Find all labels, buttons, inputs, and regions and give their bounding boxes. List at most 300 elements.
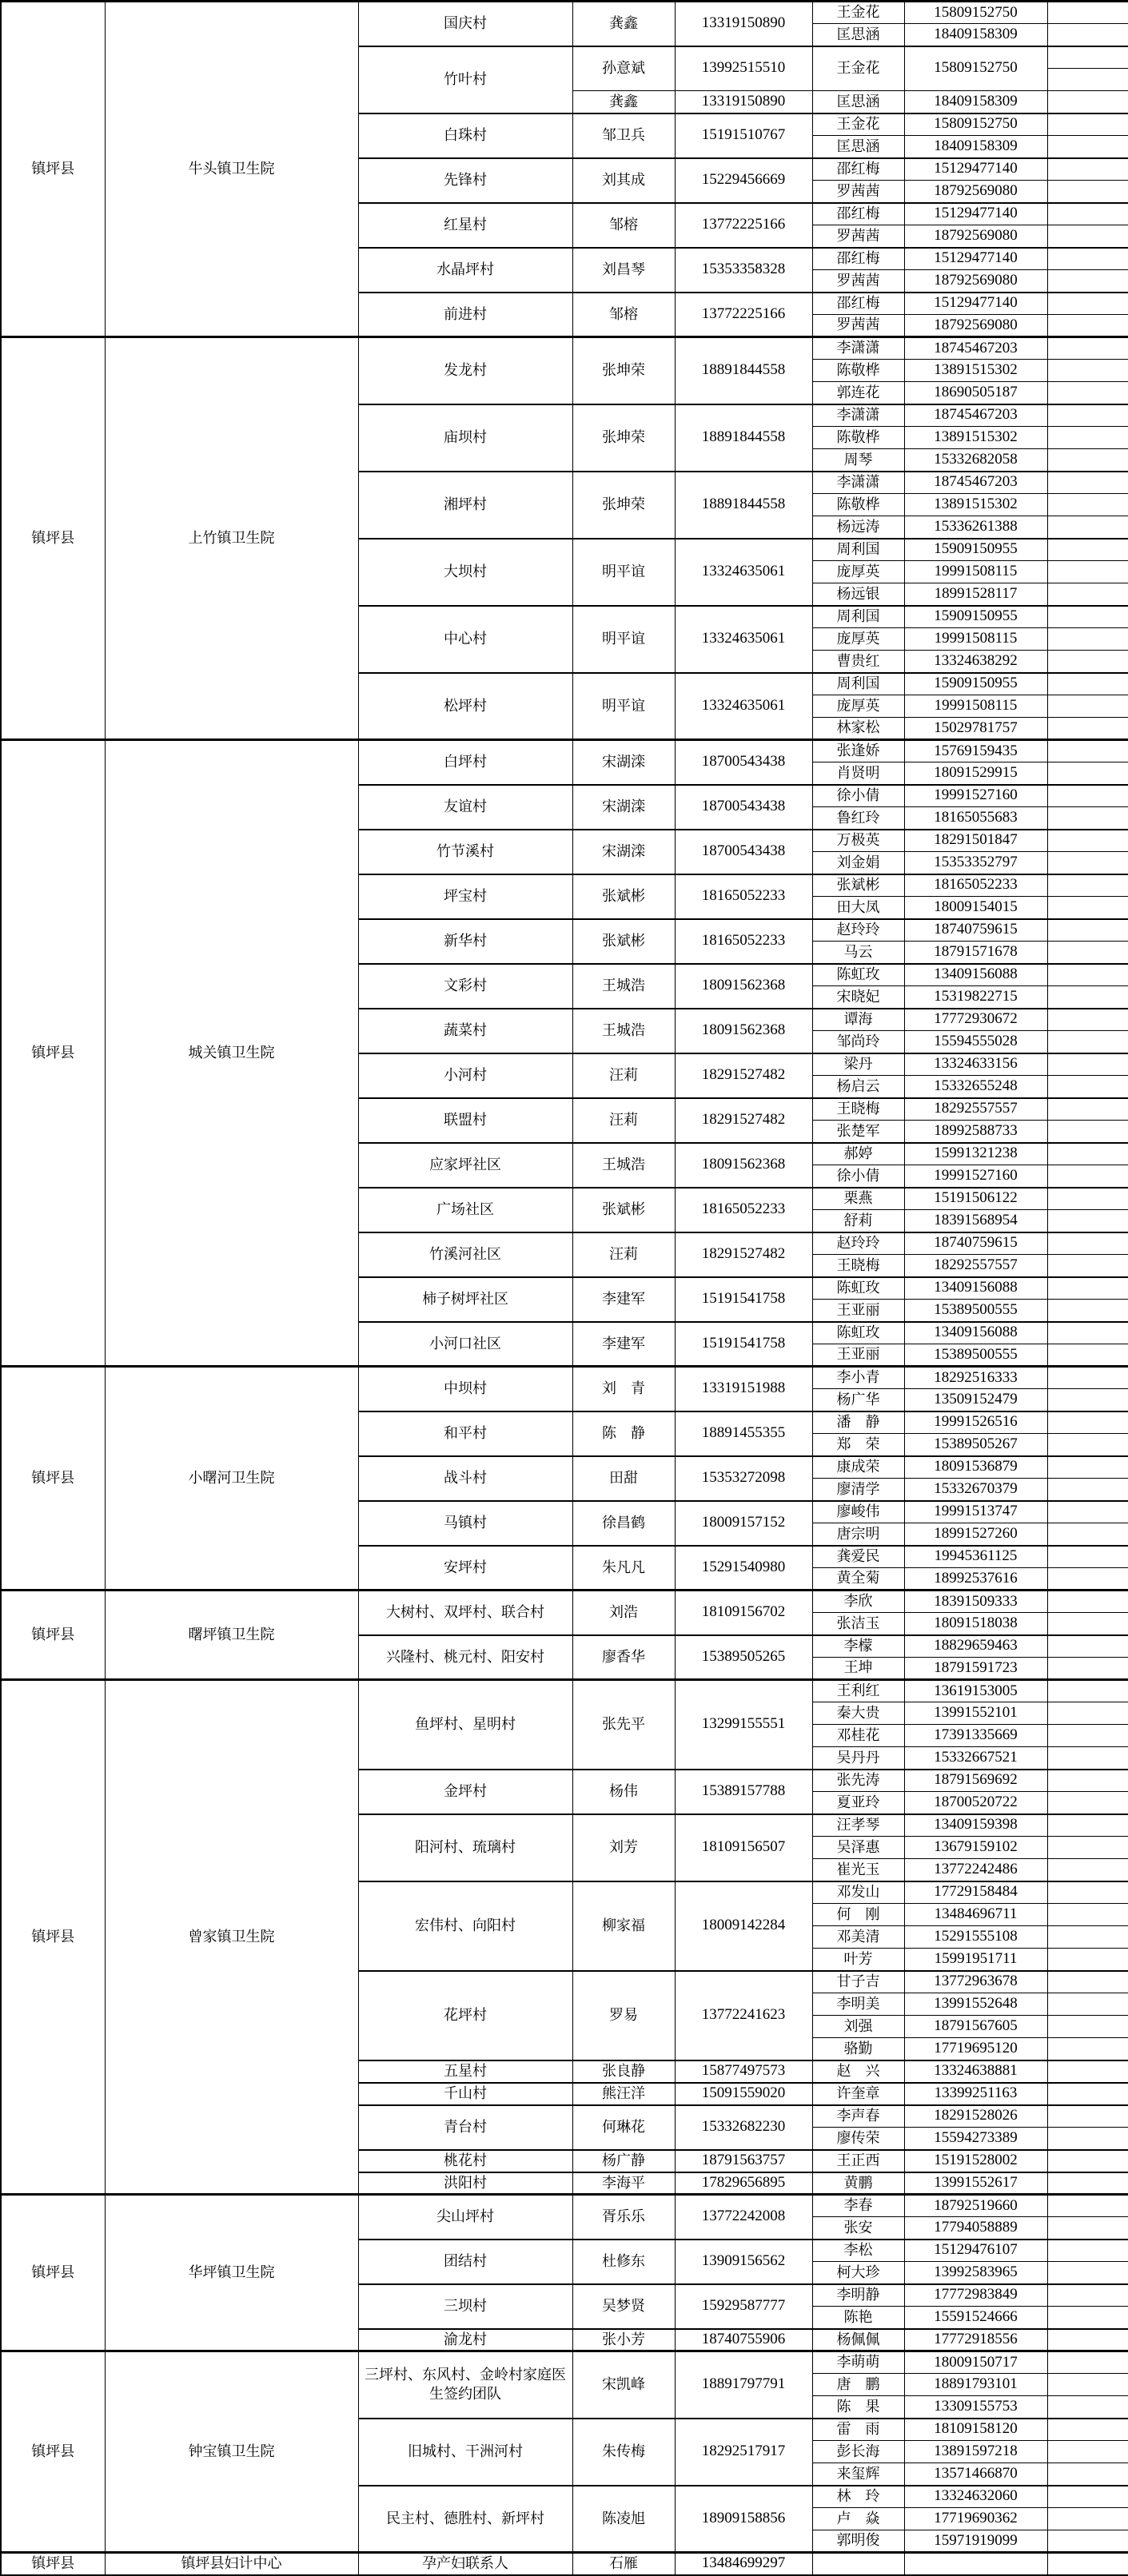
contact-phone-cell: 18992588733 — [904, 1121, 1047, 1143]
doctor-phone-cell: 18109156702 — [675, 1591, 812, 1635]
contact-name-cell — [812, 2553, 904, 2575]
doctor-phone-cell: 18891455355 — [675, 1411, 812, 1456]
contact-name-cell: 崔光玉 — [812, 1859, 904, 1881]
contact-name-cell: 李明美 — [812, 1993, 904, 2016]
contact-name-cell: 林 玲 — [812, 2486, 904, 2508]
blank-cell — [1047, 1232, 1128, 1255]
contact-name-cell: 王金花 — [812, 46, 904, 91]
doctor-phone-cell: 18700543438 — [675, 785, 812, 830]
village-cell: 宏伟村、向阳村 — [358, 1881, 572, 1971]
blank-cell — [1047, 2083, 1128, 2105]
doctor-name-cell: 明平谊 — [572, 539, 675, 606]
blank-cell — [1047, 2396, 1128, 2419]
village-cell: 坪宝村 — [358, 874, 572, 919]
contact-phone-cell: 18829659463 — [904, 1635, 1047, 1658]
doctor-phone-cell: 18891844558 — [675, 337, 812, 404]
contact-phone-cell: 15594273389 — [904, 2128, 1047, 2150]
village-cell: 孕产妇联系人 — [358, 2553, 572, 2575]
blank-cell — [1047, 1859, 1128, 1881]
contact-name-cell: 王亚丽 — [812, 1344, 904, 1367]
blank-cell — [1047, 158, 1128, 181]
blank-cell — [1047, 2463, 1128, 2486]
village-cell: 青台村 — [358, 2105, 572, 2150]
contact-phone-cell: 18792569080 — [904, 225, 1047, 248]
village-cell: 竹溪河社区 — [358, 1232, 572, 1277]
village-cell: 三坪村、东风村、金岭村家庭医生签约团队 — [358, 2351, 572, 2419]
contact-phone-cell: 15809152750 — [904, 113, 1047, 136]
doctor-name-cell: 邹卫兵 — [572, 113, 675, 158]
blank-cell — [1047, 1076, 1128, 1098]
village-cell: 白珠村 — [358, 113, 572, 158]
blank-cell — [1047, 2530, 1128, 2553]
contact-name-cell: 黄全菊 — [812, 1568, 904, 1591]
contact-name-cell: 赵玲玲 — [812, 919, 904, 942]
contact-name-cell: 康成荣 — [812, 1456, 904, 1479]
blank-cell — [1047, 1165, 1128, 1188]
doctor-name-cell: 刘 青 — [572, 1367, 675, 1411]
blank-cell — [1047, 785, 1128, 807]
contact-name-cell: 王亚丽 — [812, 1300, 904, 1322]
contact-name-cell: 邓发山 — [812, 1881, 904, 1904]
contact-name-cell: 李欣 — [812, 1591, 904, 1613]
doctor-name-cell: 胥乐乐 — [572, 2195, 675, 2240]
contact-phone-cell: 13679159102 — [904, 1837, 1047, 1859]
contact-phone-cell: 19945361125 — [904, 1546, 1047, 1568]
contact-name-cell: 邵红梅 — [812, 158, 904, 181]
village-cell: 三坝村 — [358, 2284, 572, 2329]
blank-cell — [1047, 1993, 1128, 2016]
blank-cell — [1047, 360, 1128, 382]
contact-phone-cell: 15129476107 — [904, 2240, 1047, 2262]
contact-phone-cell: 18291501847 — [904, 830, 1047, 852]
contact-phone-cell: 15591524666 — [904, 2307, 1047, 2329]
blank-cell — [1047, 673, 1128, 695]
contact-name-cell: 邵红梅 — [812, 203, 904, 225]
blank-cell — [1047, 1770, 1128, 1792]
doctor-phone-cell: 13299155551 — [675, 1680, 812, 1770]
blank-cell — [1047, 1031, 1128, 1053]
county-cell: 镇坪县 — [1, 1680, 105, 2195]
contact-name-cell: 廖传荣 — [812, 2128, 904, 2150]
doctor-name-cell: 吴梦贤 — [572, 2284, 675, 2329]
table-row — [1, 1591, 1128, 1613]
contact-phone-cell: 13772963678 — [904, 1971, 1047, 1993]
blank-cell — [1047, 2508, 1128, 2530]
doctor-phone-cell: 15929587777 — [675, 2284, 812, 2329]
contact-name-cell: 潘 静 — [812, 1411, 904, 1434]
contact-name-cell: 罗茜茜 — [812, 181, 904, 203]
contact-phone-cell: 15353352797 — [904, 852, 1047, 874]
blank-cell — [1047, 1747, 1128, 1770]
contact-phone-cell: 18091518038 — [904, 1613, 1047, 1635]
blank-cell — [1047, 2217, 1128, 2240]
blank-cell — [1047, 2150, 1128, 2172]
contact-phone-cell: 18991527260 — [904, 1523, 1047, 1546]
contact-name-cell: 刘强 — [812, 2016, 904, 2038]
contact-name-cell: 吴泽惠 — [812, 1837, 904, 1859]
contact-name-cell: 李潇潇 — [812, 404, 904, 427]
contact-phone-cell: 15332670379 — [904, 1479, 1047, 1501]
contact-phone-cell: 17729158484 — [904, 1881, 1047, 1904]
contact-phone-cell: 18292557557 — [904, 1098, 1047, 1121]
contact-name-cell: 曹贵红 — [812, 651, 904, 673]
doctor-phone-cell: 18091562368 — [675, 1143, 812, 1188]
blank-cell — [1047, 2038, 1128, 2060]
doctor-phone-cell: 18891844558 — [675, 472, 812, 539]
doctor-phone-cell: 13772225166 — [675, 293, 812, 337]
doctor-name-cell: 汪莉 — [572, 1053, 675, 1098]
contact-name-cell: 李檬 — [812, 1635, 904, 1658]
contact-name-cell: 郭明俊 — [812, 2530, 904, 2553]
doctor-name-cell: 张斌彬 — [572, 874, 675, 919]
contact-phone-cell: 18690505187 — [904, 382, 1047, 404]
village-cell: 湘坪村 — [358, 472, 572, 539]
contact-name-cell: 夏亚玲 — [812, 1792, 904, 1814]
contact-name-cell: 匡思涵 — [812, 136, 904, 158]
contact-phone-cell: 15336261388 — [904, 516, 1047, 539]
doctor-phone-cell: 15877497573 — [675, 2060, 812, 2083]
contact-phone-cell: 15332682058 — [904, 449, 1047, 472]
contact-name-cell: 万极英 — [812, 830, 904, 852]
contact-phone-cell: 13409156088 — [904, 1277, 1047, 1300]
blank-cell — [1047, 807, 1128, 830]
blank-cell — [1047, 1143, 1128, 1165]
contact-phone-cell: 15129477140 — [904, 293, 1047, 315]
contact-phone-cell: 18091536879 — [904, 1456, 1047, 1479]
blank-cell — [1047, 874, 1128, 897]
doctor-phone-cell: 13319150890 — [675, 2, 812, 46]
contact-phone-cell: 15389505267 — [904, 1434, 1047, 1456]
blank-cell — [1047, 1411, 1128, 1434]
contact-phone-cell: 13409156088 — [904, 1322, 1047, 1344]
contact-phone-cell: 13484696711 — [904, 1904, 1047, 1926]
blank-cell — [1047, 1971, 1128, 1993]
doctor-phone-cell: 13909156562 — [675, 2240, 812, 2284]
county-cell: 镇坪县 — [1, 337, 105, 740]
contact-phone-cell: 15129477140 — [904, 158, 1047, 181]
contact-name-cell: 赵玲玲 — [812, 1232, 904, 1255]
contact-name-cell: 郝婷 — [812, 1143, 904, 1165]
contact-name-cell: 张逢娇 — [812, 740, 904, 762]
blank-cell — [1047, 919, 1128, 942]
contact-name-cell: 杨启云 — [812, 1076, 904, 1098]
doctor-name-cell: 张小芳 — [572, 2329, 675, 2351]
doctor-name-cell: 刘芳 — [572, 1814, 675, 1881]
village-cell: 竹节溪村 — [358, 830, 572, 874]
contact-phone-cell: 19991513747 — [904, 1501, 1047, 1523]
contact-name-cell: 黄鹏 — [812, 2172, 904, 2195]
contact-phone-cell: 18292557557 — [904, 1255, 1047, 1277]
contact-name-cell: 秦大贵 — [812, 1702, 904, 1725]
doctor-phone-cell: 18909158856 — [675, 2486, 812, 2553]
doctor-name-cell: 孙意斌 — [572, 46, 675, 91]
table-row — [1, 2351, 1128, 2374]
village-cell: 金坪村 — [358, 1770, 572, 1814]
village-cell: 中坝村 — [358, 1367, 572, 1411]
contact-phone-cell: 13324632060 — [904, 2486, 1047, 2508]
doctor-phone-cell: 13992515510 — [675, 46, 812, 91]
contact-phone-cell: 17772930672 — [904, 1009, 1047, 1031]
doctor-name-cell: 杨广静 — [572, 2150, 675, 2172]
contact-phone-cell: 18740759615 — [904, 919, 1047, 942]
hospital-cell: 上竹镇卫生院 — [105, 337, 358, 740]
contact-phone-cell: 17794058889 — [904, 2217, 1047, 2240]
doctor-phone-cell: 18009142284 — [675, 1881, 812, 1971]
doctor-name-cell: 廖香华 — [572, 1635, 675, 1680]
blank-cell — [1047, 24, 1128, 46]
blank-cell — [1047, 2351, 1128, 2374]
doctor-name-cell: 宋湖滦 — [572, 830, 675, 874]
contact-phone-cell: 18745467203 — [904, 337, 1047, 360]
table-row — [1, 2553, 1128, 2575]
blank-cell — [1047, 1837, 1128, 1859]
blank-cell — [1047, 2105, 1128, 2128]
doctor-phone-cell: 18891844558 — [675, 404, 812, 472]
doctor-phone-cell: 18291527482 — [675, 1053, 812, 1098]
blank-cell — [1047, 1188, 1128, 1210]
doctor-phone-cell: 18791563757 — [675, 2150, 812, 2172]
blank-cell — [1047, 2262, 1128, 2284]
contact-name-cell: 匡思涵 — [812, 91, 904, 113]
contact-name-cell: 吴丹丹 — [812, 1747, 904, 1770]
blank-cell — [1047, 2329, 1128, 2351]
blank-cell — [1047, 2553, 1128, 2575]
contact-name-cell: 张洁玉 — [812, 1613, 904, 1635]
blank-cell — [1047, 762, 1128, 785]
village-cell: 马镇村 — [358, 1501, 572, 1546]
village-cell: 和平村 — [358, 1411, 572, 1456]
village-cell: 花坪村 — [358, 1971, 572, 2060]
village-cell: 团结村 — [358, 2240, 572, 2284]
contact-phone-cell: 13991552648 — [904, 1993, 1047, 2016]
contact-name-cell: 鲁红玲 — [812, 807, 904, 830]
blank-cell — [1047, 1792, 1128, 1814]
contact-name-cell: 叶芳 — [812, 1949, 904, 1971]
village-cell: 小河村 — [358, 1053, 572, 1098]
contact-phone-cell: 15389500555 — [904, 1300, 1047, 1322]
hospital-cell: 曙坪镇卫生院 — [105, 1591, 358, 1680]
village-cell: 庙坝村 — [358, 404, 572, 472]
blank-cell — [1047, 986, 1128, 1009]
village-cell: 大坝村 — [358, 539, 572, 606]
contact-phone-cell: 15769159435 — [904, 740, 1047, 762]
blank-cell — [1047, 248, 1128, 270]
contact-phone-cell: 18091529915 — [904, 762, 1047, 785]
village-cell: 旧城村、干洲河村 — [358, 2419, 572, 2486]
contact-name-cell: 陈敬桦 — [812, 494, 904, 516]
contact-name-cell: 庞厚英 — [812, 628, 904, 651]
blank-cell — [1047, 1814, 1128, 1837]
county-cell: 镇坪县 — [1, 2195, 105, 2351]
doctor-phone-cell: 18740755906 — [675, 2329, 812, 2351]
contact-name-cell: 郭连花 — [812, 382, 904, 404]
contact-phone-cell: 13324633156 — [904, 1053, 1047, 1076]
contact-phone-cell: 15129477140 — [904, 203, 1047, 225]
contact-phone-cell: 15909150955 — [904, 539, 1047, 561]
contact-phone-cell: 18745467203 — [904, 404, 1047, 427]
contact-name-cell: 栗燕 — [812, 1188, 904, 1210]
contact-name-cell: 何 刚 — [812, 1904, 904, 1926]
blank-cell — [1047, 1456, 1128, 1479]
village-cell: 红星村 — [358, 203, 572, 248]
doctor-phone-cell: 18109156507 — [675, 1814, 812, 1881]
village-cell: 应家坪社区 — [358, 1143, 572, 1188]
contact-name-cell: 杨远银 — [812, 583, 904, 606]
blank-cell — [1047, 1523, 1128, 1546]
contact-name-cell: 陈 果 — [812, 2396, 904, 2419]
doctor-name-cell: 李建军 — [572, 1277, 675, 1322]
contact-name-cell: 陈敬桦 — [812, 360, 904, 382]
contact-name-cell: 杨佩佩 — [812, 2329, 904, 2351]
blank-cell — [1047, 472, 1128, 494]
contact-name-cell: 李小青 — [812, 1367, 904, 1389]
village-cell: 白坪村 — [358, 740, 572, 785]
doctor-name-cell: 李海平 — [572, 2172, 675, 2195]
contact-phone-cell: 18891793101 — [904, 2374, 1047, 2396]
contact-phone-cell: 15332667521 — [904, 1747, 1047, 1770]
blank-cell — [1047, 1367, 1128, 1389]
table-row — [1, 740, 1128, 762]
doctor-phone-cell: 18700543438 — [675, 830, 812, 874]
contact-phone-cell: 18409158309 — [904, 91, 1047, 113]
village-cell: 前进村 — [358, 293, 572, 337]
contact-phone-cell: 18791567605 — [904, 2016, 1047, 2038]
table-row — [1, 1367, 1128, 1389]
contact-phone-cell: 13891515302 — [904, 360, 1047, 382]
blank-cell — [1047, 203, 1128, 225]
contact-phone-cell: 13991552101 — [904, 1702, 1047, 1725]
blank-cell — [1047, 1635, 1128, 1658]
blank-cell — [1047, 1322, 1128, 1344]
contact-phone-cell: 15191528002 — [904, 2150, 1047, 2172]
contact-name-cell: 罗茜茜 — [812, 225, 904, 248]
doctor-name-cell: 张良静 — [572, 2060, 675, 2083]
contact-name-cell: 王晓梅 — [812, 1255, 904, 1277]
contact-name-cell: 柯大珍 — [812, 2262, 904, 2284]
blank-cell — [1047, 2060, 1128, 2083]
blank-cell — [1047, 539, 1128, 561]
blank-cell — [1047, 1658, 1128, 1680]
contact-name-cell: 唐 鹏 — [812, 2374, 904, 2396]
blank-cell — [1047, 1479, 1128, 1501]
doctor-name-cell: 杨伟 — [572, 1770, 675, 1814]
doctor-phone-cell: 15229456669 — [675, 158, 812, 203]
doctor-phone-cell: 13772225166 — [675, 203, 812, 248]
contact-phone-cell: 17391335669 — [904, 1725, 1047, 1747]
doctor-phone-cell: 13484699297 — [675, 2553, 812, 2575]
doctor-name-cell: 徐昌鹤 — [572, 1501, 675, 1546]
blank-cell — [1047, 2441, 1128, 2463]
doctor-phone-cell: 18165052233 — [675, 1188, 812, 1232]
contact-name-cell: 张斌彬 — [812, 874, 904, 897]
hospital-cell: 小曙河卫生院 — [105, 1367, 358, 1591]
contact-name-cell: 王正西 — [812, 2150, 904, 2172]
blank-cell — [1047, 628, 1128, 651]
village-cell: 安坪村 — [358, 1546, 572, 1591]
doctor-phone-cell: 18291527482 — [675, 1232, 812, 1277]
doctor-name-cell: 朱凡凡 — [572, 1546, 675, 1591]
contact-name-cell: 王金花 — [812, 113, 904, 136]
doctor-name-cell: 宋湖滦 — [572, 785, 675, 830]
blank-cell — [1047, 942, 1128, 964]
doctor-phone-cell: 15191541758 — [675, 1322, 812, 1367]
blank-cell — [1047, 449, 1128, 472]
contact-phone-cell: 15909150955 — [904, 673, 1047, 695]
contact-phone-cell: 18292516333 — [904, 1367, 1047, 1389]
blank-cell — [1047, 1949, 1128, 1971]
blank-cell — [1047, 46, 1128, 69]
contact-phone-cell: 18009154015 — [904, 897, 1047, 919]
village-cell: 民主村、德胜村、新坪村 — [358, 2486, 572, 2553]
contact-phone-cell: 15809152750 — [904, 2, 1047, 24]
contact-phone-cell: 15332655248 — [904, 1076, 1047, 1098]
contact-name-cell: 罗茜茜 — [812, 270, 904, 293]
contact-name-cell: 马云 — [812, 942, 904, 964]
doctor-phone-cell: 15389505265 — [675, 1635, 812, 1680]
contact-name-cell: 王坤 — [812, 1658, 904, 1680]
contact-name-cell: 庞厚英 — [812, 561, 904, 583]
blank-cell — [1047, 1501, 1128, 1523]
contact-name-cell: 邵红梅 — [812, 293, 904, 315]
doctor-phone-cell: 18009157152 — [675, 1501, 812, 1546]
contact-name-cell: 骆勤 — [812, 2038, 904, 2060]
blank-cell — [1047, 337, 1128, 360]
contact-phone-cell: 15991321238 — [904, 1143, 1047, 1165]
doctor-phone-cell: 15353272098 — [675, 1456, 812, 1501]
contact-phone-cell: 19991526516 — [904, 1411, 1047, 1434]
blank-cell — [1047, 2307, 1128, 2329]
doctor-name-cell: 王城浩 — [572, 1009, 675, 1053]
blank-cell — [1047, 1702, 1128, 1725]
blank-cell — [1047, 315, 1128, 337]
county-cell: 镇坪县 — [1, 1367, 105, 1591]
blank-cell — [1047, 1725, 1128, 1747]
doctor-phone-cell: 13772241623 — [675, 1971, 812, 2060]
contact-name-cell: 李松 — [812, 2240, 904, 2262]
contact-name-cell: 李萌萌 — [812, 2351, 904, 2374]
blank-cell — [1047, 1613, 1128, 1635]
contact-phone-cell: 13324638881 — [904, 2060, 1047, 2083]
doctor-phone-cell: 15389157788 — [675, 1770, 812, 1814]
contact-name-cell: 李声春 — [812, 2105, 904, 2128]
blank-cell — [1047, 2195, 1128, 2217]
doctor-name-cell: 刘浩 — [572, 1591, 675, 1635]
contact-phone-cell: 15594555028 — [904, 1031, 1047, 1053]
doctor-name-cell: 田甜 — [572, 1456, 675, 1501]
contact-name-cell: 唐宗明 — [812, 1523, 904, 1546]
blank-cell — [1047, 2016, 1128, 2038]
doctor-phone-cell: 15291540980 — [675, 1546, 812, 1591]
village-cell: 柿子树坪社区 — [358, 1277, 572, 1322]
contact-phone-cell: 18791569692 — [904, 1770, 1047, 1792]
contact-phone-cell: 18009150717 — [904, 2351, 1047, 2374]
doctor-name-cell: 宋凯峰 — [572, 2351, 675, 2419]
contact-phone-cell: 19991508115 — [904, 561, 1047, 583]
doctor-phone-cell: 13772242008 — [675, 2195, 812, 2240]
contact-phone-cell: 18991528117 — [904, 583, 1047, 606]
blank-cell — [1047, 427, 1128, 449]
village-cell: 文彩村 — [358, 964, 572, 1009]
hospital-cell: 镇坪县妇计中心 — [105, 2553, 358, 2575]
contact-phone-cell: 18165055683 — [904, 807, 1047, 830]
blank-cell — [1047, 2, 1128, 24]
contact-phone-cell: 15291555108 — [904, 1926, 1047, 1949]
blank-cell — [1047, 1434, 1128, 1456]
doctor-name-cell: 邹榕 — [572, 203, 675, 248]
blank-cell — [1047, 225, 1128, 248]
contact-phone-cell: 15389500555 — [904, 1344, 1047, 1367]
contact-name-cell: 陈敬桦 — [812, 427, 904, 449]
